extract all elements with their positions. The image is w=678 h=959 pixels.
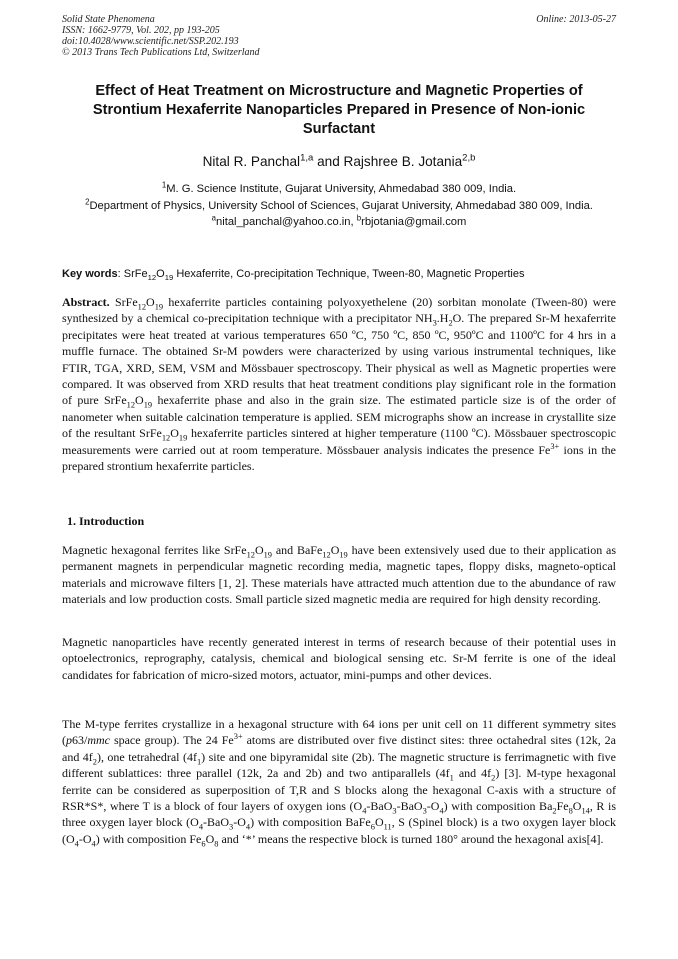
italic: mmc — [87, 733, 111, 748]
email-b: rbjotania@gmail.com — [361, 216, 467, 228]
author-2: Rajshree B. Jotania — [343, 154, 463, 169]
para-text: Magnetic hexagonal ferrites like — [62, 543, 221, 557]
para-text: The M-type ferrites crystallize in a hexagonal structure with 64 ions per unit cell on 11 different symmetry sites ( — [62, 717, 616, 748]
para-text: -O — [426, 799, 440, 814]
email-a-sup: a — [211, 213, 216, 223]
para-text: and 4f — [458, 766, 492, 781]
sub: 14 — [581, 806, 590, 816]
para-text: , R is three oxygen layer block (O — [62, 799, 616, 830]
intro-paragraph-2: Magnetic nanoparticles have recently generated interest in terms of research because of their potential uses in optoelectronics, reprography, catalysis, chemical and biological sensing etc. Sr-M ferrite is one of the ideal candidates for fabrication of micro-sized motors, actuator, mini-pumps and other devices. — [62, 635, 616, 682]
para-text: -BaO — [203, 815, 230, 830]
sub: 19 — [339, 550, 348, 560]
aff2-sup: 2 — [85, 196, 90, 206]
intro-paragraph-1 — [62, 542, 616, 608]
author-1: Nital R. Panchal — [202, 154, 301, 169]
sub: 4 — [362, 806, 367, 816]
abstract-text: hexaferrite phase and also in the grain size. The estimated particle size is of the order of nanometer when suitable calcination temperature is applied. SEM micrographs show an increase in crystallite size of the resultant — [62, 393, 617, 441]
sup: 3+ — [550, 441, 560, 451]
para-text: have been extensively used due to their application as permanent magnets in perpendicular magnetic recording media, magnetic tapes, floppy disks, magneto-optical materials and microwave filters [1, 2]. These materials have attracted much attention due to the abundance of raw materials and low production costs. Small particle sized magnetic media are required for high density recording. — [62, 543, 617, 607]
sub: 4 — [74, 839, 79, 849]
abstract-text: ions in the prepared strontium hexaferrite particles. — [62, 442, 617, 474]
abstract-text: O. The prepared Sr-M hexaferrite precipitates were heat treated at various temperatures 650 ºC, 750 ºC, 850 ºC, 950ºC and 1100ºC for 4 hrs in a muffle furnace. The obtained Sr-M powders were characterized by using various instrumental techniques, like FTIR, TGA, XRD, SEM, VSM and Mössbauer spectroscopy. Their physical as well as Magnetic properties were compared. It was observed from XRD results that heat treatment conditions play significant role in the formation of pure — [62, 311, 616, 408]
sub: 12 — [246, 550, 255, 560]
online-date: Online: 2013-05-27 — [536, 14, 616, 25]
author-conj: and — [313, 154, 344, 169]
keywords-label: Key words — [62, 268, 118, 280]
para-text: -BaO — [396, 799, 423, 814]
chem: SrFe — [223, 543, 247, 557]
journal-copyright: © 2013 Trans Tech Publications Ltd, Switzerland — [62, 47, 260, 58]
intro-paragraph-3 — [62, 716, 616, 847]
chem: BaFe — [296, 543, 323, 557]
chem: O — [330, 543, 340, 557]
chem: O — [156, 268, 165, 280]
sub: 12 — [126, 400, 136, 410]
abstract-text: hexaferrite particles sintered at higher temperature (1100 ºC). Mössbauer spectroscopic measurements were carried out at room temperature. Mössbauer analysis indicates the presence Fe — [62, 426, 617, 457]
sub: 11 — [383, 822, 392, 832]
abstract-label: Abstract. — [62, 295, 110, 309]
chem: SrFe — [104, 393, 127, 408]
sub: 8 — [568, 806, 573, 816]
sub: 6 — [201, 839, 206, 849]
sub: 1 — [449, 773, 454, 783]
sub: 4 — [245, 822, 251, 832]
author-1-sup: 1,a — [300, 152, 314, 164]
chem: O — [135, 393, 144, 408]
sub: 19 — [263, 550, 272, 560]
sub: 6 — [370, 822, 375, 832]
para-text: ) with composition Fe — [95, 831, 202, 846]
journal-name: Solid State Phenomena — [62, 14, 155, 25]
keywords: Key words: $SrFe_{12}O_{19}$ Hexaferrite, Co-precipitation Technique, Tween-80, Magnetic Properties — [62, 268, 525, 283]
sub: 12 — [322, 550, 331, 560]
chem: O — [170, 426, 179, 441]
affiliation-2 — [62, 198, 616, 215]
author-line — [62, 153, 616, 171]
aff1-sup: 1 — [161, 180, 167, 190]
para-text: ) with composition Ba — [443, 799, 553, 814]
emails — [62, 214, 616, 231]
kw-formula: SrFe — [123, 268, 148, 280]
para-text: -O — [233, 815, 246, 830]
sub: 19 — [164, 273, 174, 283]
author-2-sup: 2,b — [462, 152, 476, 164]
sub: 4 — [439, 806, 444, 816]
sub: 1 — [196, 757, 202, 767]
sub: 3 — [392, 806, 397, 816]
aff2-text: Department of Physics, University School of Sciences, Gujarat University, Ahmedabad 380 009, India. — [89, 199, 593, 212]
italic: p — [66, 733, 72, 748]
sub: 2 — [491, 773, 496, 783]
para-text: ), one tetrahedral (4f — [96, 749, 197, 764]
chem: O — [254, 543, 264, 557]
affiliation-1 — [62, 181, 616, 198]
sub: 2 — [448, 318, 453, 328]
aff1-text: M. G. Science Institute, Gujarat University, Ahmedabad 380 009, India. — [166, 183, 517, 195]
para-text: O — [205, 831, 215, 846]
para-text: O — [374, 815, 384, 830]
sub: 19 — [154, 302, 164, 312]
sub: 19 — [143, 400, 153, 410]
para-text: Fe — [556, 799, 569, 814]
affiliations — [62, 181, 616, 231]
email-a: nital_panchal@yahoo.co.in, — [216, 216, 357, 228]
abstract — [62, 294, 616, 474]
sub: 8 — [214, 839, 219, 849]
section-heading-introduction: 1. Introduction — [67, 514, 145, 528]
sup: 3+ — [233, 732, 243, 742]
journal-header — [62, 14, 260, 58]
sub: 12 — [161, 433, 171, 443]
para-text: space group). The 24 Fe — [110, 733, 234, 748]
para-text: , S (Spinel block) is a two oxygen layer block (O — [62, 815, 616, 846]
sub: 4 — [198, 822, 204, 832]
sub: 3 — [432, 318, 437, 328]
sub: 3 — [229, 822, 234, 832]
chem: O — [146, 295, 155, 309]
para-text: -BaO — [366, 799, 393, 814]
para-text: ) site and one bipyramidal site (2b). The magnetic structure is ferrimagnetic with five different sublattices: three parallel (12k, 2a and 2b) and two antiparallels (4f — [62, 749, 616, 781]
sub: 3 — [422, 806, 427, 816]
chem: .H — [436, 311, 449, 326]
keywords-text: Hexaferrite, Co-precipitation Technique, Tween-80, Magnetic Properties — [176, 268, 525, 280]
para-text: O — [572, 799, 582, 814]
para-text: and — [275, 543, 294, 557]
chem: SrFe — [139, 426, 162, 441]
email-b-sup: b — [356, 213, 362, 223]
journal-issn: ISSN: 1662-9779, Vol. 202, pp 193-205 — [62, 25, 220, 36]
sub: 12 — [147, 273, 157, 283]
para-text: -O — [78, 831, 92, 846]
para-text: atoms are distributed over five distinct sites: three octahedral sites (12k, 2a and 4f — [62, 733, 617, 764]
para-text: 63/ — [72, 733, 88, 748]
sub: 19 — [178, 433, 188, 443]
abstract-text: hexaferrite particles containing polyoxyethelene (20) sorbitan monolate (Tween-80) were synthesized by a chemical co-precipitation technique with a precipitator NH — [62, 295, 616, 326]
sub: 2 — [92, 757, 97, 767]
sub: 2 — [552, 806, 557, 816]
chem: SrFe — [114, 295, 138, 309]
paper-title: Effect of Heat Treatment on Microstructure and Magnetic Properties of Strontium Hexaferrite Nanoparticles Prepared in Presence of Non-ionic Surfactant — [92, 83, 586, 137]
para-text: and ‘*’ means the respective block is turned 180° around the hexagonal axis[4]. — [221, 831, 604, 846]
para-text: ) with composition BaFe — [250, 815, 371, 830]
para-text: ) [3]. M-type hexagonal ferrite can be considered as superposition of T,R and S blocks along the hexagonal C-axis with a structure of RSR*S*, where T is a block of four layers of oxygen ions (O — [62, 766, 616, 814]
journal-doi: doi:10.4028/www.scientific.net/SSP.202.193 — [62, 36, 239, 47]
sub: 4 — [91, 839, 96, 849]
sub: 12 — [137, 302, 147, 312]
